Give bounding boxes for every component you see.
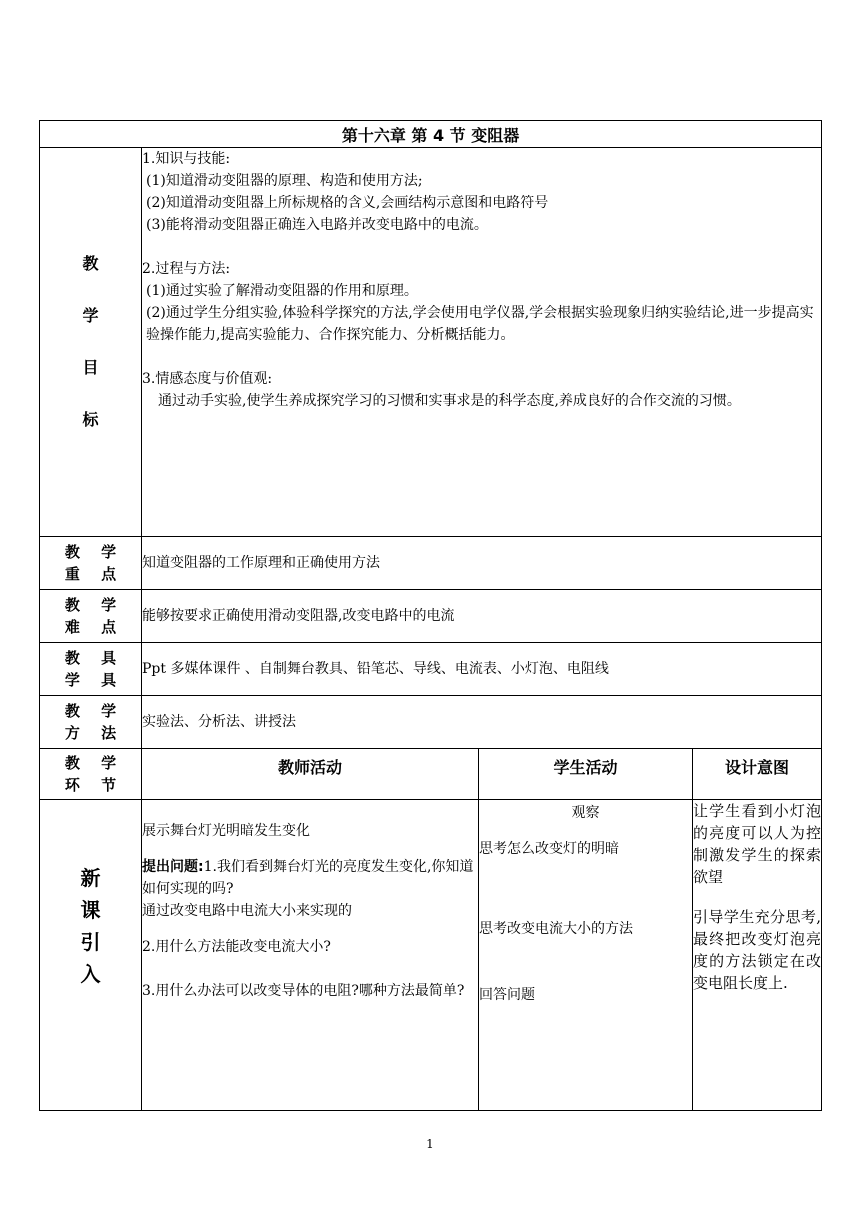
- objective-item: (1)知道滑动变阻器的原理、构造和使用方法;: [146, 173, 423, 189]
- difficulty-content: 能够按要求正确使用滑动变阻器,改变电路中的电流: [142, 590, 822, 643]
- objectives-row: [40, 148, 822, 537]
- student-think-2: 思考改变电流大小的方法: [479, 921, 633, 937]
- objective-item: (1)通过实验了解滑动变阻器的作用和原理。: [146, 283, 418, 299]
- method-row: [40, 696, 822, 749]
- focus-content: 知道变阻器的工作原理和正确使用方法: [142, 537, 822, 590]
- objectives-content: [142, 148, 822, 537]
- student-think-1: 思考怎么改变灯的明暗: [479, 841, 619, 857]
- student-activity-header: 学生活动: [479, 749, 693, 800]
- section-title: 1.知识与技能:: [142, 151, 231, 167]
- intro-row: [40, 800, 822, 1111]
- objective-item: (2)知道滑动变阻器上所标规格的含义,会画结构示意图和电路符号: [146, 195, 549, 211]
- teacher-question-2: 2.用什么方法能改变电流大小?: [142, 939, 331, 955]
- objective-paragraph: 通过动手实验,使学生养成探究学习的习惯和实事求是的科学态度,养成良好的合作交流的习惯。: [158, 393, 741, 409]
- question-lead: 提出问题:: [142, 859, 204, 875]
- process-label: 教 学 环 节: [40, 749, 142, 800]
- method-content: 实验法、分析法、讲授法: [142, 696, 822, 749]
- lesson-plan-table: [39, 120, 822, 1111]
- method-label: 教 学 方 法: [40, 696, 142, 749]
- design-intent-2: 引导学生充分思考,最终把改变灯泡亮度的方法锁定在改变电阻长度上.: [693, 908, 822, 992]
- student-activity-cell: [479, 800, 693, 1111]
- intro-label: 新 课 引 入: [40, 800, 142, 1111]
- teacher-question-3: 3.用什么办法可以改变导体的电阻?哪种方法最简单?: [142, 983, 465, 999]
- objectives-label: 教 学 目 标: [40, 148, 142, 537]
- process-header-row: [40, 749, 822, 800]
- tools-label: 教 具 学 具: [40, 643, 142, 696]
- student-observe: 观察: [571, 805, 600, 821]
- objective-item: (3)能将滑动变阻器正确连入电路并改变电路中的电流。: [146, 217, 488, 233]
- page-number: 1: [426, 1137, 434, 1151]
- student-answer: 回答问题: [479, 987, 535, 1003]
- design-intent-header: 设计意图: [693, 749, 822, 800]
- difficulty-label: 教 学 难 点: [40, 590, 142, 643]
- page-title: 第十六章 第 4 节 变阻器: [40, 121, 822, 148]
- section-title: 2.过程与方法:: [142, 261, 231, 277]
- teacher-question-1: 提出问题:1.我们看到舞台灯光的亮度发生变化,你知道如何实现的吗?: [142, 859, 474, 897]
- tools-row: [40, 643, 822, 696]
- focus-row: [40, 537, 822, 590]
- focus-label: 教 学 重 点: [40, 537, 142, 590]
- design-intent-cell: [693, 800, 822, 1111]
- design-intent-1: 让学生看到小灯泡的亮度可以人为控制激发学生的探索欲望: [693, 802, 822, 886]
- teacher-show: 展示舞台灯光明暗发生变化: [142, 823, 310, 839]
- section-title: 3.情感态度与价值观:: [142, 371, 273, 387]
- tools-content: Ppt 多媒体课件 、自制舞台教具、铅笔芯、导线、电流表、小灯泡、电阻线: [142, 643, 822, 696]
- teacher-answer-1: 通过改变电路中电流大小来实现的: [142, 903, 352, 919]
- difficulty-row: [40, 590, 822, 643]
- teacher-activity-header: 教师活动: [142, 749, 479, 800]
- objective-item: (2)通过学生分组实验,体验科学探究的方法,学会使用电学仪器,学会根据实验现象归纳实验结论,进一步提高实验操作能力,提高实验能力、合作探究能力、分析概括能力。: [146, 305, 814, 343]
- teacher-activity-cell: [142, 800, 479, 1111]
- title-row: [40, 121, 822, 148]
